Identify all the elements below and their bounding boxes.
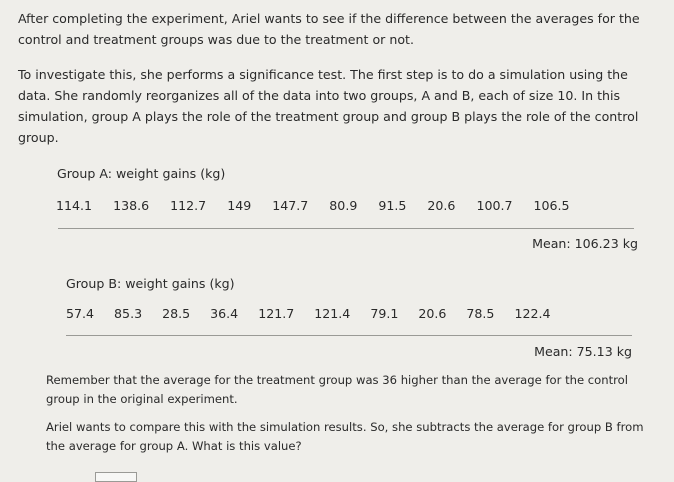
- group-a-value: 80.9: [329, 198, 358, 213]
- group-a-value: 147.7: [272, 198, 309, 213]
- intro-paragraph-2: To investigate this, she performs a significance test. The first step is to do a simulation using the data. She randomly reorganizes all of the data into two groups, A and B, each of size 10. In this simulation, group A plays the role of the treatment group and group B plays the role of the control group.: [18, 67, 639, 145]
- group-b-value: 78.5: [466, 306, 495, 321]
- intro-paragraph-1: After completing the experiment, Ariel wants to see if the difference between the averages for the control and treatment groups was due to the treatment or not.: [18, 11, 640, 47]
- group-b-value: 121.7: [258, 306, 295, 321]
- reminder-text: Remember that the average for the treatment group was 36 higher than the average for the control group in the original experiment.: [46, 373, 628, 406]
- group-a-value: 106.5: [533, 198, 570, 213]
- group-a-mean: Mean: 106.23 kg: [532, 236, 638, 251]
- group-b-value: 57.4: [66, 306, 95, 321]
- group-b-value: 28.5: [162, 306, 191, 321]
- group-a-value: 114.1: [56, 198, 93, 213]
- answer-input[interactable]: [95, 472, 137, 482]
- group-a-values: [56, 198, 591, 213]
- group-a-divider: [58, 228, 634, 229]
- group-a-label: Group A: weight gains (kg): [57, 166, 226, 181]
- group-b-value: 79.1: [370, 306, 399, 321]
- group-a-value: 149: [227, 198, 252, 213]
- group-b-values: [66, 306, 571, 321]
- group-a-value: 112.7: [170, 198, 207, 213]
- group-a-value: 100.7: [476, 198, 513, 213]
- group-b-divider: [66, 335, 632, 336]
- group-b-value: 85.3: [114, 306, 143, 321]
- group-b-value: 36.4: [210, 306, 239, 321]
- group-a-value: 20.6: [427, 198, 456, 213]
- question-text: Ariel wants to compare this with the simulation results. So, she subtracts the average for group B from the average for group A. What is this value?: [46, 420, 644, 453]
- group-a-value: 91.5: [378, 198, 407, 213]
- group-b-mean: Mean: 75.13 kg: [534, 344, 632, 359]
- group-b-value: 20.6: [418, 306, 447, 321]
- group-b-value: 122.4: [514, 306, 551, 321]
- group-b-value: 121.4: [314, 306, 351, 321]
- group-a-value: 138.6: [113, 198, 150, 213]
- group-b-label: Group B: weight gains (kg): [66, 276, 235, 291]
